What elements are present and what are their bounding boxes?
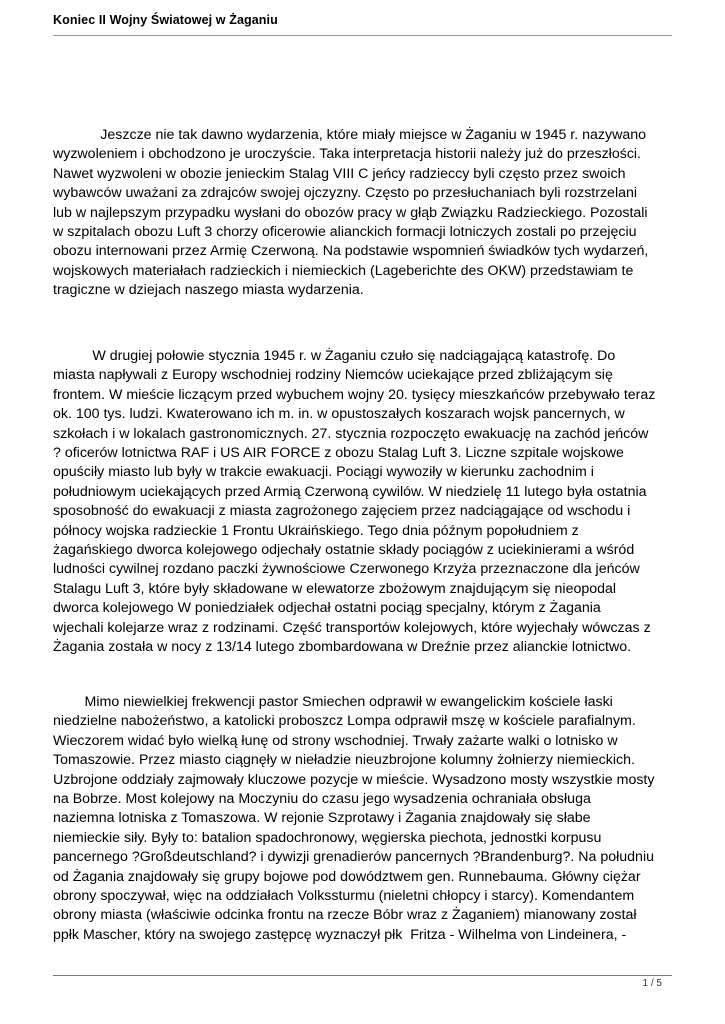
text-line: naziemna lotniska z Tomaszowa. W rejonie Szprotawy i Żagania znajdowały się słabe: [53, 810, 591, 827]
page-number: 1 / 5: [642, 978, 662, 989]
text-line: obozu internowani przez Armię Czerwoną. Na podstawie wspomnień świadków tych wydarzeń,: [53, 243, 649, 260]
text-line: lub w najlepszym przypadku wysłani do obozów pracy w głąb Związku Radzieckiego. Pozostali: [53, 204, 648, 221]
text-line: obrony spoczywał, więc na oddziałach Volkssturmu (nieletni chłopcy i starcy). Komendantem: [53, 888, 635, 905]
text-line: Stalagu Luft 3, które były składowane w elewatorze zbożowym znajdującym się nieopodal: [53, 580, 617, 597]
footer-divider: [53, 975, 672, 976]
text-line: Uzbrojone oddziały zajmowały kluczowe pozycje w mieście. Wysadzono mosty wszystkie mosty: [53, 771, 655, 788]
text-line: dworca kolejowego W poniedziałek odjechał ostatni pociąg specjalny, którym z Żagania: [53, 600, 601, 617]
text-line: frontem. W mieście liczącym przed wybuchem wojny 20. tysięcy mieszkańców przebywało teraz: [53, 386, 656, 403]
text-line: ok. 100 tys. ludzi. Kwaterowano ich m. in. w opustoszałych koszarach wojsk pancernych, w: [53, 406, 625, 423]
text-line: miasta napływali z Europy wschodniej rodziny Niemców uciekające przed zbliżającym się: [53, 367, 613, 384]
text-line: Jeszcze nie tak dawno wydarzenia, które miały miejsce w Żaganiu w 1945 r. nazywano: [53, 127, 646, 143]
text-line: ppłk Mascher, który na swojego zastępcę wyznaczył płk Fritza - Wilhelma von Lindeinera, -: [53, 926, 627, 943]
text-line: żagańskiego dworca kolejowego odjechały ostatnie składy pociągów z uciekinierami a wśród: [53, 542, 635, 559]
text-line: Tomaszowie. Przez miasto ciągnęły w nieładzie nieuzbrojone kolumny żołnierzy niemieckich.: [53, 752, 635, 769]
paragraph-2: [53, 347, 678, 658]
text-line: północy wojska radzieckie 1 Frontu Ukraińskiego. Tego dnia późnym popołudniem z: [53, 522, 579, 539]
text-line: szkołach i w lokalach gastronomicznych. 27. stycznia rozpoczęto ewakuację na zachód jeńców: [53, 425, 649, 442]
text-line: Mimo niewielkiej frekwencji pastor Smiechen odprawił w ewangelickim kościele łaski: [53, 694, 613, 710]
header-divider: [53, 35, 672, 36]
text-line: opuściły miasto lub były w trakcie ewakuacji. Pociągi wywoziły w kierunku zachodnim i: [53, 464, 594, 481]
page-header-title: Koniec II Wojny Światowej w Żaganiu: [53, 13, 278, 27]
text-line: wyzwoleniem i obchodzono je uroczyście. Taka interpretacja historii należy już do przeszłości.: [53, 146, 642, 163]
text-line: W drugiej połowie stycznia 1945 r. w Żaganiu czuło się nadciągającą katastrofę. Do: [53, 348, 616, 364]
text-line: obrony miasta (właściwie odcinka frontu na rzecze Bóbr wraz z Żaganiem) mianowany został: [53, 907, 637, 924]
text-line: na Bobrze. Most kolejowy na Moczyniu do czasu jego wysadzenia ochraniała obsługa: [53, 791, 591, 808]
text-line: wojskowych materiałach radzieckich i niemieckich (Lageberichte des OKW) przedstawiam te: [53, 262, 634, 279]
text-line: południowym uciekających przed Armią Czerwoną cywilów. W niedzielę 11 lutego była ostatnia: [53, 483, 647, 500]
text-line: niemieckie siły. Były to: batalion spadochronowy, węgierska piechota, jednostki korpusu: [53, 829, 602, 846]
text-line: od Żagania znajdowały się grupy bojowe pod dowództwem gen. Runnebauma. Główny ciężar: [53, 868, 641, 885]
text-line: Wieczorem widać było wielką łunę od strony wschodniej. Trwały zażarte walki o lotnisko w: [53, 732, 618, 749]
text-line: ? oficerów lotnictwa RAF i US AIR FORCE z obozu Stalag Luft 3. Liczne szpitale wojskowe: [53, 445, 624, 462]
text-line: sposobność do ewakuacji z miasta zagrożonego zajęciem przez nadciągające od wschodu i: [53, 503, 631, 520]
text-line: wybawców uważani za zdrajców swojej ojczyzny. Często po przesłuchaniach byli rozstrzelani: [53, 185, 638, 202]
text-line: w szpitalach obozu Luft 3 chorzy oficerowie alianckich formacji lotniczych zostali po przejęciu: [53, 224, 637, 241]
text-line: tragiczne w dziejach naszego miasta wydarzenia.: [53, 282, 364, 299]
text-line: niedzielne nabożeństwo, a katolicki proboszcz Lompa odprawił mszę w kościele parafialnym.: [53, 713, 636, 730]
text-line: Nawet wyzwoleni w obozie jenieckim Stalag VIII C jeńcy radzieccy byli często przez swoich: [53, 165, 626, 182]
paragraph-1: [53, 126, 678, 301]
paragraph-3: [53, 693, 678, 945]
text-line: Żagania została w nocy z 13/14 lutego zbombardowana w Dreźnie przez alianckie lotnictwo.: [53, 639, 632, 656]
text-line: ludności cywilnej rozdano paczki żywnościowe Czerwonego Krzyża przeznaczone dla jeńców: [53, 561, 640, 578]
text-line: pancernego ?Großdeutschland? i dywizji grenadierów pancernych ?Brandenburg?. Na południu: [53, 849, 654, 866]
text-line: wjechali kolejarze wraz z rodzinami. Część transportów kolejowych, które wyjechały wówczas z: [53, 619, 651, 636]
